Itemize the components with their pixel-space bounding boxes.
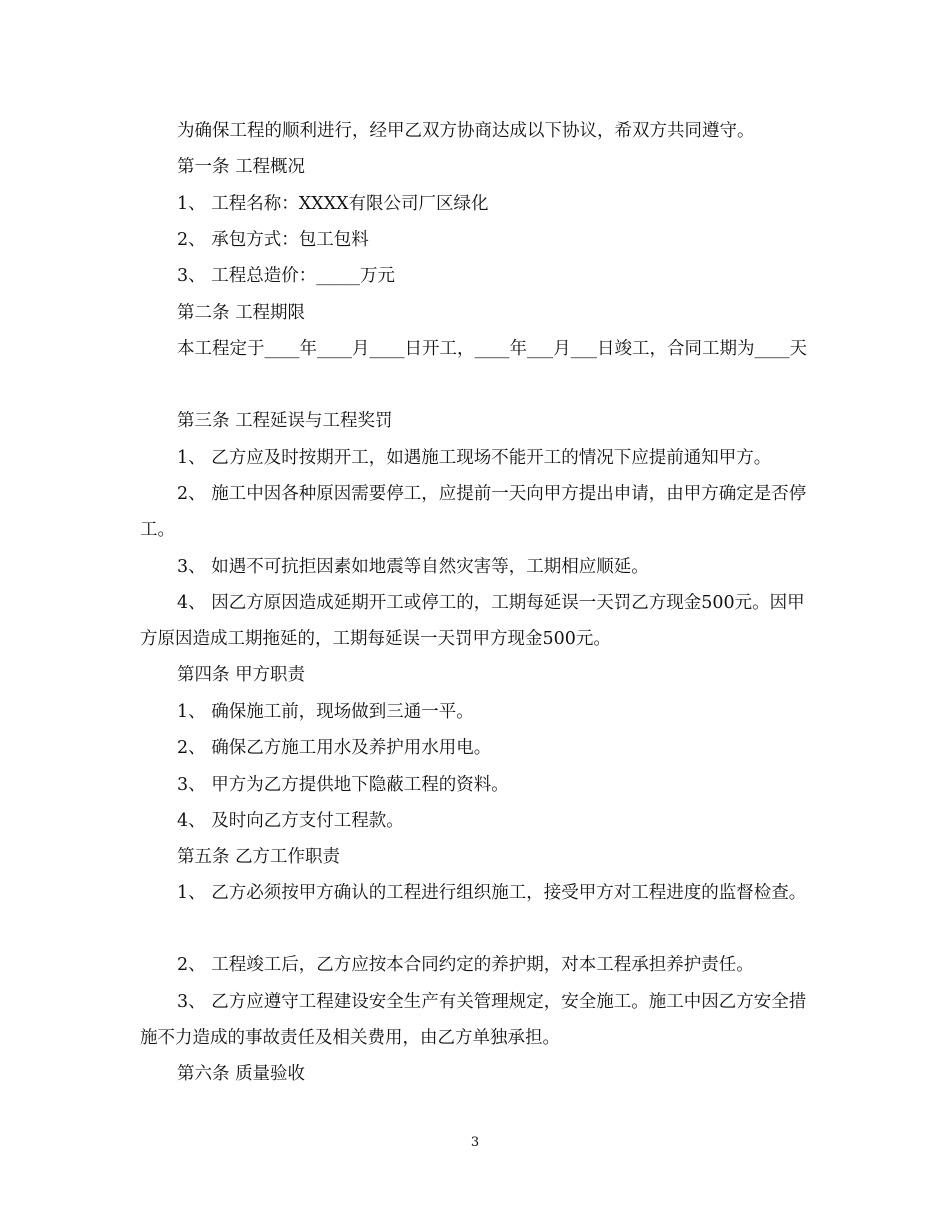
article-5-item-3: 3、 乙方应遵守工程建设安全生产有关管理规定，安全施工。施工中因乙方安全措施不力造成的事故责任及相关费用，由乙方单独承担。	[140, 992, 807, 1048]
article-6-heading: 第六条 质量验收	[177, 1064, 306, 1084]
article-2-body: 本工程定于____年____月____日开工，____年___月___日竣工，合同工期为____天	[177, 339, 807, 359]
article-1-item-3: 3、 工程总造价：_____万元	[177, 266, 395, 286]
page-number: 3	[470, 1135, 480, 1150]
article-3-heading: 第三条 工程延误与工程奖罚	[177, 411, 393, 431]
article-3-item-4: 4、 因乙方原因造成延期开工或停工的，工期每延误一天罚乙方现金500元。因甲方原因造成工期拖延的，工期每延误一天罚甲方现金500元。	[140, 593, 805, 649]
article-4-item-3: 3、 甲方为乙方提供地下隐蔽工程的资料。	[177, 775, 509, 795]
article-5-heading: 第五条 乙方工作职责	[177, 847, 341, 867]
article-4-item-4: 4、 及时向乙方支付工程款。	[177, 811, 404, 831]
article-1-heading: 第一条 工程概况	[177, 157, 306, 177]
article-5-item-1: 1、 乙方必须按甲方确认的工程进行组织施工，接受甲方对工程进度的监督检查。	[177, 883, 807, 903]
article-3-item-1: 1、 乙方应及时按期开工，如遇施工现场不能开工的情况下应提前通知甲方。	[177, 448, 772, 468]
article-5-item-2: 2、 工程竣工后，乙方应按本合同约定的养护期，对本工程承担养护责任。	[177, 955, 754, 975]
article-4-item-2: 2、 确保乙方施工用水及养护用水用电。	[177, 738, 492, 758]
article-3-item-3: 3、 如遇不可抗拒因素如地震等自然灾害等，工期相应顺延。	[177, 557, 649, 577]
article-2-heading: 第二条 工程期限	[177, 303, 306, 323]
article-1-item-2: 2、 承包方式：包工包料	[177, 230, 369, 250]
article-1-item-1: 1、 工程名称：XXXX有限公司厂区绿化	[177, 194, 489, 214]
article-4-item-1: 1、 确保施工前，现场做到三通一平。	[177, 702, 474, 722]
intro-paragraph: 为确保工程的顺利进行，经甲乙双方协商达成以下协议，希双方共同遵守。	[177, 121, 755, 141]
article-4-heading: 第四条 甲方职责	[177, 665, 306, 685]
article-3-item-2: 2、 施工中因各种原因需要停工，应提前一天向甲方提出申请，由甲方确定是否停工。	[140, 484, 807, 540]
